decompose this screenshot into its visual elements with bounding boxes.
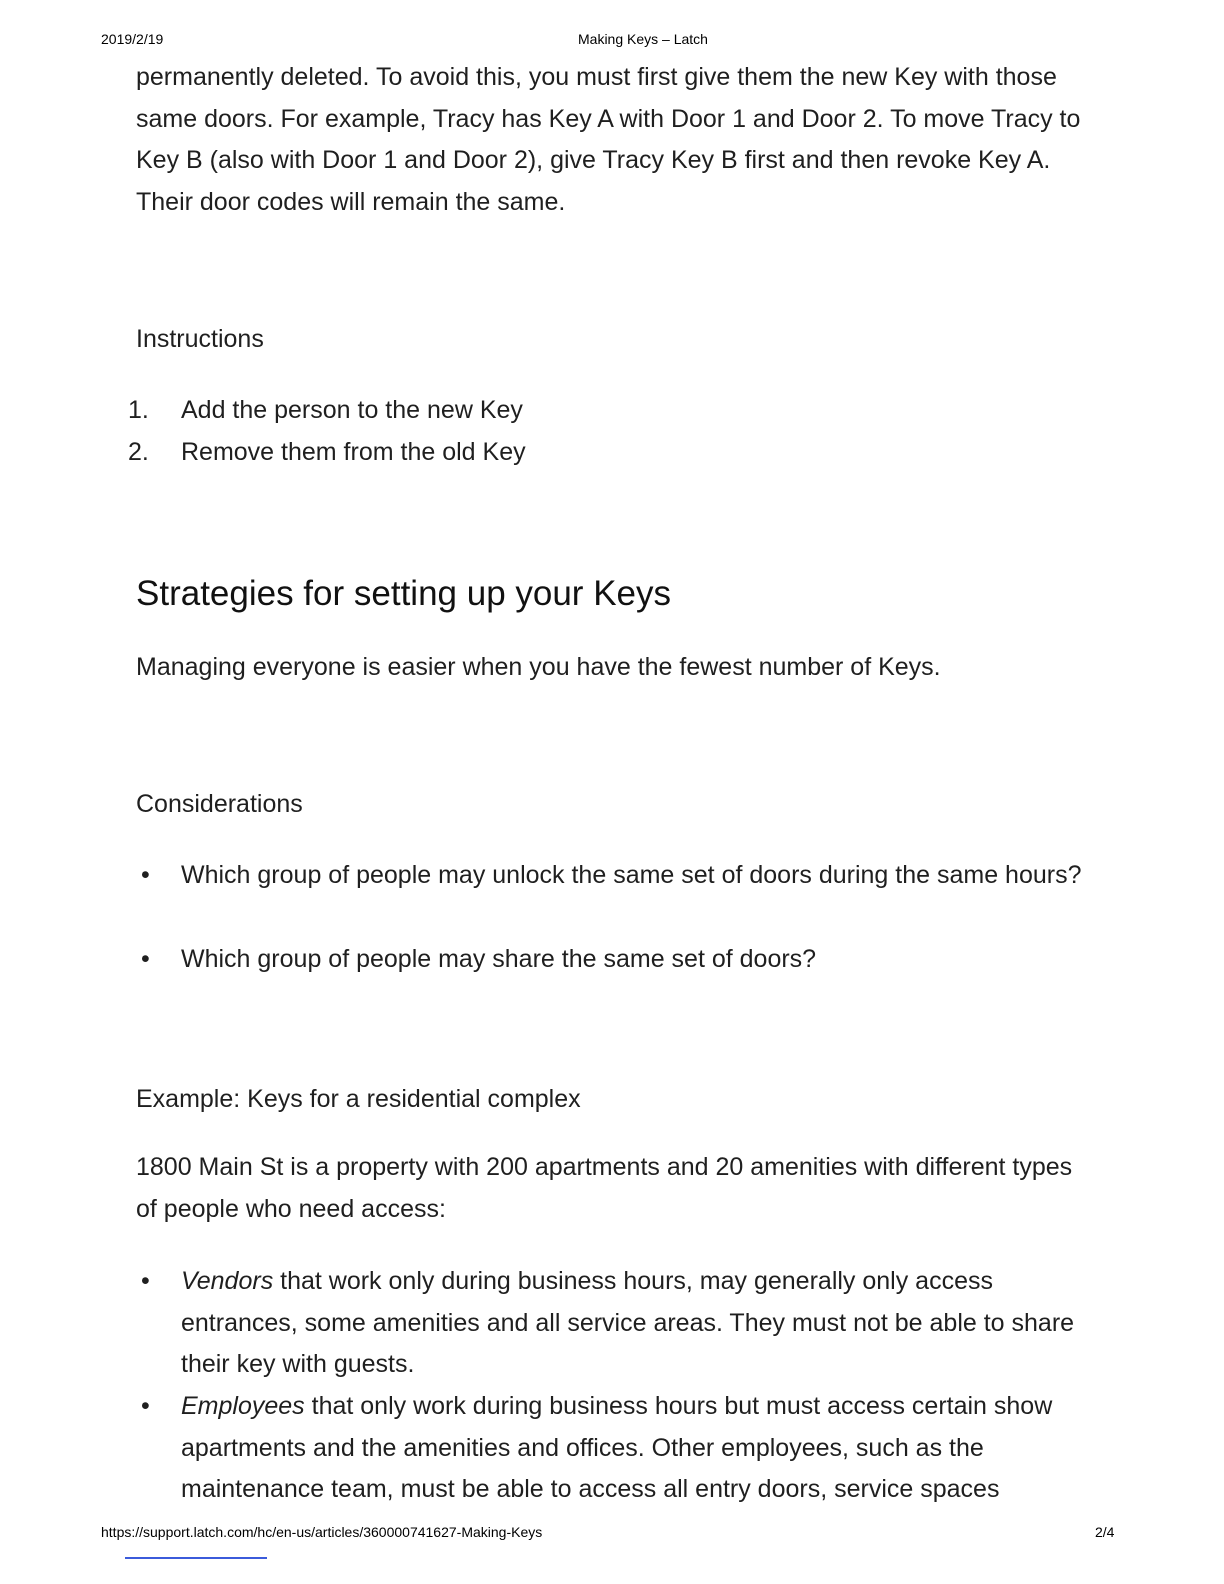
example-item [181, 1261, 1086, 1386]
example-description: that only work during business hours but must access certain show apartments and the amenities and offices. Other employees, such as the maintenance team, must be able to access all entry doors, service spaces [181, 1392, 1053, 1504]
example-intro: 1800 Main St is a property with 200 apartments and 20 amenities with different types of people who need access: [136, 1153, 1073, 1223]
step-text: Add the person to the new Key [181, 396, 523, 424]
example-heading: Example: Keys for a residential complex [136, 1085, 581, 1113]
strategies-intro: Managing everyone is easier when you have the fewest number of Keys. [136, 653, 941, 681]
strategies-heading: Strategies for setting up your Keys [136, 574, 671, 613]
page-title: Making Keys – Latch [578, 31, 708, 47]
example-description: that work only during business hours, may generally only access entrances, some amenities and all service areas. They must not be able to share their key with guests. [181, 1267, 1075, 1379]
example-term: Employees [181, 1392, 305, 1420]
consideration-text: Which group of people may share the same set of doors? [181, 945, 817, 973]
step-number: 1. [128, 396, 149, 424]
step-text: Remove them from the old Key [181, 438, 526, 466]
page-url: https://support.latch.com/hc/en-us/articles/360000741627-Making-Keys [101, 1524, 543, 1540]
intro-paragraph: permanently deleted. To avoid this, you must first give them the new Key with those same doors. For example, Tracy has Key A with Door 1 and Door 2. To move Tracy to Key B (also with Door 1 and Door 2), give Tracy Key B first and then revoke Key A. Their door codes will remain the same. [136, 63, 1081, 217]
page-number: 2/4 [1095, 1524, 1115, 1540]
bullet-icon: • [141, 1392, 150, 1420]
print-date: 2019/2/19 [101, 31, 164, 47]
example-item [181, 1386, 1086, 1511]
step-number: 2. [128, 438, 149, 466]
bullet-icon: • [141, 1267, 150, 1295]
considerations-heading: Considerations [136, 790, 303, 818]
footer-underline [125, 1557, 267, 1559]
consideration-text: Which group of people may unlock the same set of doors during the same hours? [181, 861, 1082, 889]
bullet-icon: • [141, 945, 150, 973]
bullet-icon: • [141, 861, 150, 889]
example-term: Vendors [181, 1267, 274, 1295]
instructions-heading: Instructions [136, 325, 264, 353]
